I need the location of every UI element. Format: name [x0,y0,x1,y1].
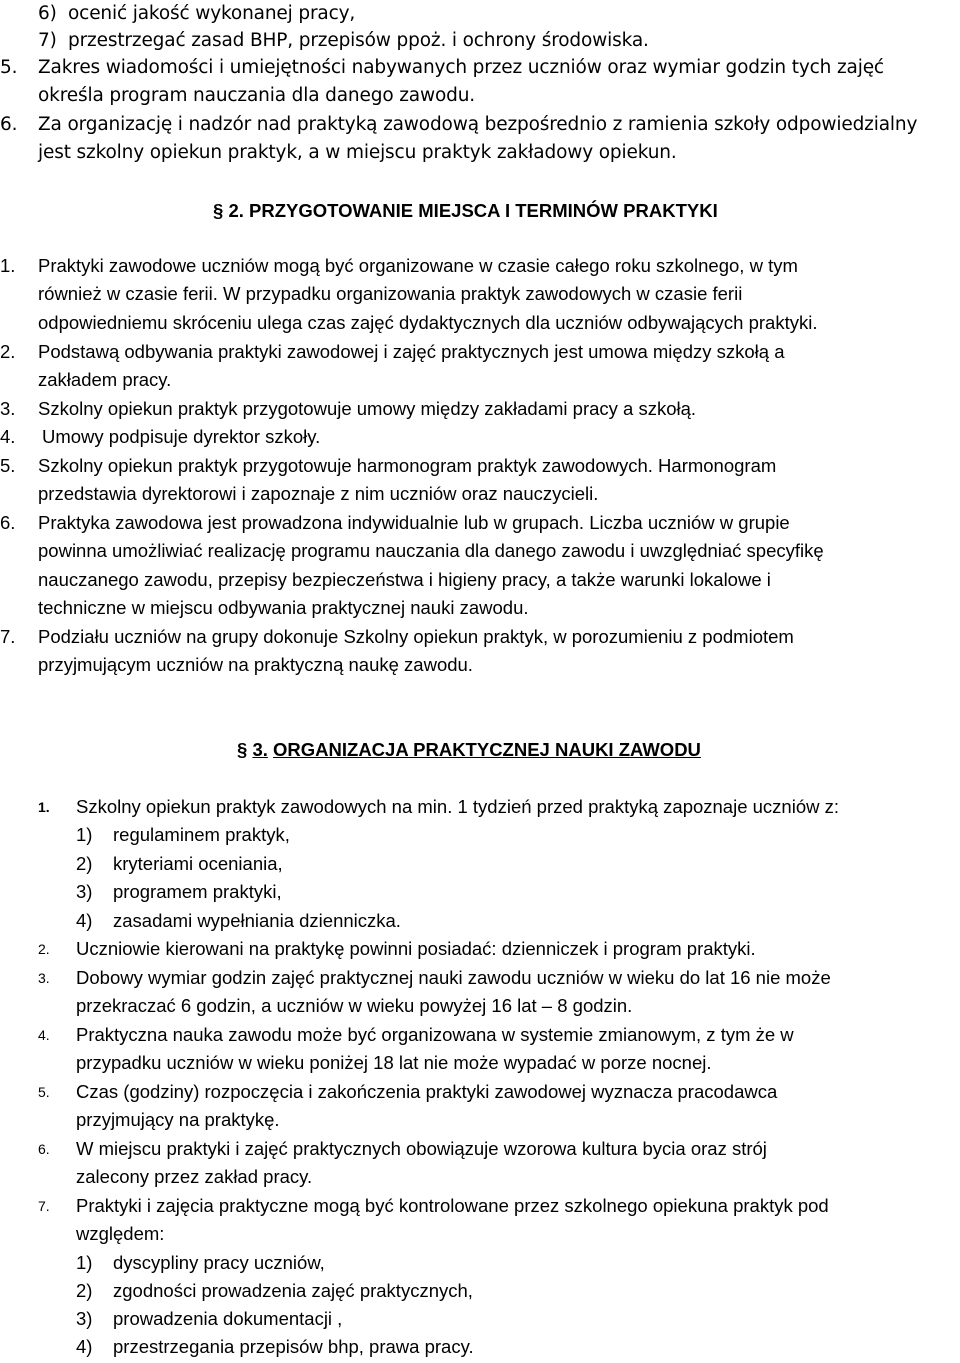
item-text: przypadku uczniów w wieku poniżej 18 lat nie może wypadać w porze nocnej. [76,1052,712,1073]
item-number: 7. [0,626,16,647]
item-text: również w czasie ferii. W przypadku organizowania praktyk zawodowych w czasie ferii [38,283,743,304]
sub-item-text: regulaminem praktyk, [113,824,290,845]
item-text: względem: [76,1223,165,1244]
item-text: Podziału uczniów na grupy dokonuje Szkolny opiekun praktyk, w porozumieniu z podmiotem [38,626,794,647]
item-number: 3. [0,398,16,419]
item-text: Zakres wiadomości i umiejętności nabywanych przez uczniów oraz wymiar godzin tych zajęć [38,57,884,78]
item-text: Praktyki i zajęcia praktyczne mogą być kontrolowane przez szkolnego opiekuna praktyk pod [76,1195,829,1216]
item-text: Dobowy wymiar godzin zajęć praktycznej nauki zawodu uczniów w wieku do lat 16 nie może [76,967,831,988]
item-number: 2. [38,941,50,957]
item-text: przekraczać 6 godzin, a uczniów w wieku powyżej 16 lat – 8 godzin. [76,995,633,1016]
sub-item-number: 3) [76,881,93,902]
item-number: 5. [0,57,18,78]
section-number: 3. [252,739,268,760]
item-text: zakładem pracy. [38,369,172,390]
item-text: Umowy podpisuje dyrektor szkoły. [42,426,321,447]
section-number: 2. [228,200,244,221]
sub-item-text: zgodności prowadzenia zajęć praktycznych, [113,1280,473,1301]
item-text: przedstawia dyrektorowi i zapoznaje z nim uczniów oraz nauczycieli. [38,483,599,504]
sub-item-text: zasadami wypełniania dzienniczka. [113,910,401,931]
item-text: przyjmującym uczniów na praktyczną naukę zawodu. [38,654,473,675]
section-heading [213,197,718,225]
item-number: 6. [0,512,16,533]
item-text: Uczniowie kierowani na praktykę powinni posiadać: dzienniczek i program praktyki. [76,938,756,959]
item-text: Praktyki zawodowe uczniów mogą być organizowane w czasie całego roku szkolnego, w tym [38,255,798,276]
section-heading [237,736,701,764]
sub-item-text: przestrzegania przepisów bhp, prawa pracy. [113,1336,474,1357]
item-number: 6. [38,1141,50,1157]
sub-item-number: 2) [76,853,93,874]
section-title: PRZYGOTOWANIE MIEJSCA I TERMINÓW PRAKTYKI [249,200,718,221]
item-text: Szkolny opiekun praktyk przygotowuje harmonogram praktyk zawodowych. Harmonogram [38,455,777,476]
item-text: określa program nauczania dla danego zawodu. [38,85,476,106]
item-text: Za organizację i nadzór nad praktyką zawodową bezpośrednio z ramienia szkoły odpowiedzialny [38,114,918,135]
item-text: W miejscu praktyki i zajęć praktycznych obowiązuje wzorowa kultura bycia oraz strój [76,1138,767,1159]
item-number: 1. [38,799,50,815]
item-text: powinna umożliwiać realizację programu nauczania dla danego zawodu i uwzględniać specyfikę [38,540,824,561]
item-text: przyjmujący na praktykę. [76,1109,280,1130]
item-text: Czas (godziny) rozpoczęcia i zakończenia praktyki zawodowej wyznacza pracodawca [76,1081,778,1102]
item-text: przestrzegać zasad BHP, przepisów ppoż. i ochrony środowiska. [68,30,649,51]
sub-item-text: kryteriami oceniania, [113,853,283,874]
sub-item-text: dyscypliny pracy uczniów, [113,1252,325,1273]
item-number: 6. [0,114,18,135]
sub-item-text: programem praktyki, [113,881,282,902]
item-number: 3. [38,970,50,986]
item-text: Praktyka zawodowa jest prowadzona indywidualnie lub w grupach. Liczba uczniów w grupie [38,512,790,533]
sub-item-number: 4) [76,910,93,931]
item-text: nauczanego zawodu, przepisy bezpieczeństwa i higieny pracy, a także warunki lokalowe i [38,569,771,590]
item-text: techniczne w miejscu odbywania praktycznej nauki zawodu. [38,597,529,618]
section-symbol: § [213,200,224,221]
sub-item-number: 1) [76,824,93,845]
item-text: ocenić jakość wykonanej pracy, [68,3,356,24]
item-text: Podstawą odbywania praktyki zawodowej i zajęć praktycznych jest umowa między szkołą a [38,341,785,362]
sub-item-number: 1) [76,1252,93,1273]
sub-item-number: 4) [76,1336,93,1357]
item-number: 2. [0,341,16,362]
item-text: Praktyczna nauka zawodu może być organizowana w systemie zmianowym, z tym że w [76,1024,794,1045]
item-text: odpowiedniemu skróceniu ulega czas zajęć dydaktycznych dla uczniów odbywających praktyki. [38,312,818,333]
sub-item-text: prowadzenia dokumentacji , [113,1308,343,1329]
section-title: ORGANIZACJA PRAKTYCZNEJ NAUKI ZAWODU [273,739,701,760]
sub-item-number: 3) [76,1308,93,1329]
item-number: 6) [38,3,57,24]
item-number: 4. [38,1027,50,1043]
item-number: 1. [0,255,16,276]
item-number: 5. [0,455,16,476]
section-symbol: § [237,739,248,760]
item-number: 7. [38,1198,50,1214]
item-text: jest szkolny opiekun praktyk, a w miejscu praktyk zakładowy opiekun. [38,142,677,163]
sub-item-number: 2) [76,1280,93,1301]
item-text: Szkolny opiekun praktyk zawodowych na min. 1 tydzień przed praktyką zapoznaje uczniów z: [76,796,839,817]
item-text: Szkolny opiekun praktyk przygotowuje umowy między zakładami pracy a szkołą. [38,398,697,419]
item-text: zalecony przez zakład pracy. [76,1166,313,1187]
item-number: 7) [38,30,57,51]
item-number: 5. [38,1084,50,1100]
item-number: 4. [0,426,16,447]
